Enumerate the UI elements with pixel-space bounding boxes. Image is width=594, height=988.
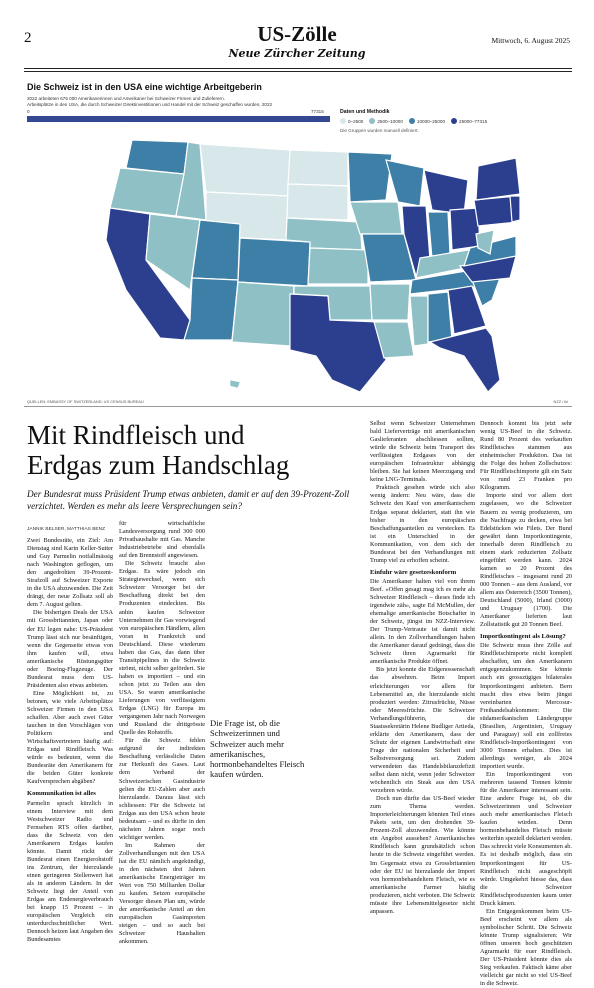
col4-paragraphs — [480, 420, 572, 629]
article-column-4 — [480, 420, 572, 988]
paragraph: Praktisch gesehen würde sich also wenig ändern: Neu wäre, dass die Schweiz den Kauf von amerikanischem Erdgas separat deklariert, statt ihn wie bisher in den europäischen Beschaffungsanteilen zu verstecken. Es ist ein Unterschied in der Kommunikation, von dem sich der Bundesrat bei den Verhandlungen mit Trump viel zu erhoffen scheint. — [370, 484, 475, 564]
legend-item — [409, 118, 445, 124]
paragraph: Parmelin sprach kürzlich in einem Interview mit dem Westschweizer Radio und Fernsehen RTS offen darüber, dass die Schweiz von den Amerikanern Erdgas kaufen könnte. Damit rückt der Bundesrat einen Energierohstoff ins Zentrum, der hierzulande einen geringeren Stellenwert hat als in anderen Ländern. In der Schweiz liegt der Anteil von Erdgas am Endenergieverbrauch bei knapp 15 Prozent – in europäischen Vergleich ein unterdurchschnittlicher Wert. Dennoch heizen laut Angaben des Bundesamtes — [27, 799, 113, 944]
us-choropleth-map — [80, 130, 520, 395]
paragraph: Zwei Bundesräte, ein Ziel: Am Dienstag sind Karin Keller-Sutter und Guy Parmelin notfallmässig nach Washington geflogen, um den angedrohten 39-Prozent-Strafzoll auf Schweizer Exporte in die USA abzuwenden. Die Zeit drängt, der neue Zollsatz soll ab dem 7. August gelten. — [27, 537, 113, 609]
col3-paragraphs — [370, 420, 475, 565]
legend-note: Die Gruppen wurden manuell definiert. — [340, 128, 419, 133]
legend-item — [340, 118, 363, 124]
legend-item — [369, 118, 403, 124]
scale-bar — [27, 116, 330, 122]
state-az — [184, 278, 238, 340]
lead: Der Bundesrat muss Präsident Trump etwas anbieten, damit er auf den 39-Prozent-Zoll verzichtet. Werden es mehr als leere Versprechungen sein? — [27, 489, 350, 511]
col3-paragraphs-b — [370, 578, 475, 916]
headline-line-1: Mit Rindfleisch und — [27, 420, 245, 450]
state-nd — [288, 150, 348, 186]
col2-paragraphs — [119, 520, 205, 946]
state-oh — [450, 208, 480, 250]
paragraph: Die Amerikaner halten viel von ihrem Beef. «Offen gesagt mag ich es mehr als Schweizer Rindfleisch – dieses finde ich irgendwie zäh», sagte Ed McMullen, der ehemalige amerikanische Botschafter in der Schweiz, jüngst im NZZ-Interview. Der Trump-Vertraute ist damit nicht allein. In den Zollverhandlungen haben die Amerikaner darauf gedrängt, dass die Schweiz ihren Agrarmarkt für amerikanische Produkte öffnet. — [370, 577, 475, 666]
col1-paragraphs — [27, 537, 113, 786]
scale-min-label: 0 — [27, 109, 30, 114]
header-rule — [24, 68, 572, 69]
graphic-subtitle-1: 2022 arbeiteten 675 000 Amerikanerinnen und Amerikaner bei Schweizer Firmen und Zulieferern. — [27, 96, 225, 101]
paragraph: Im Rahmen der Zollverhandlungen mit den USA hat die EU nämlich angekündigt, in den nächsten drei Jahren amerikanische Energieträger im Wert von 750 Milliarden Dollar zu kaufen. Setzen europäische Versorger diesen Plan um, würde der amerikanische Anteil an den europäischen Gasimporten steigen – und so auch bei Schweizer Haushalten ankommen. — [119, 841, 205, 946]
paragraph: Für die Schweiz fehlen aufgrund der indirekten Beschaffung verlässliche Daten zur Herkunft des Gases. Laut dem Verband der Schweizerischen Gasindustrie gelten die EU-Zahlen aber auch hierzulande. Daraus lässt sich schliessen: Für die Schweiz ist Erdgas aus den USA schon heute bedeutsam – und es dürfte in den nächsten Jahren sogar noch wichtiger werden. — [119, 737, 205, 841]
legend-label: 2500–10000 — [377, 118, 403, 124]
article-column-1 — [27, 537, 113, 944]
state-al — [428, 292, 452, 342]
subheading-importkontingent: Importkontingent als Lösung? — [480, 633, 566, 641]
legend-swatch — [369, 118, 375, 124]
legend-swatch — [409, 118, 415, 124]
legend-label: 0–2500 — [348, 118, 364, 124]
legend-title: Daten und Methodik — [340, 109, 390, 115]
state-mi — [424, 170, 468, 214]
state-ms — [410, 296, 428, 346]
paragraph: Bis jetzt konnte die Eidgenossenschaft das abwehren. Beim Import erleichterungen vor allem für Lebensmittel an, die hierzulande nicht produziert werden: Zitrusfrüchte, Nüsse oder Meeresfrüchte. Die Schweizer Verhandlungsführerin, die Staatssekretärin Helene Budliger Artieda, erklärte den Amerikanern, dass der Schutz der eigenen Landwirtschaft eine Frage der nationalen Sicherheit und Selbstversorgung sei. Zudem verwendeten das Handelsbilanzdefizit selbst dann nicht, wenn jeder Schweizer wöchentlich ein Steak aus den USA verzehren würde. — [370, 666, 475, 795]
paragraph: Die Schweiz muss ihre Zölle auf Rindfleischimporte nicht komplett abschaffen, um den Amerikanern entgegenzukommen. Sie könnte auch ein grosszügiges bilaterales Importkontingent anbieten. Bern macht dies etwa beim jüngst vereinbarten Mercosur-Freihandelsabkommen: Die südamerikanischen Ländergruppe (Brasilien, Argentinien, Uruguay und Paraguay) soll ein zollfreies Rindfleisch-Importkontingent von 3000 Tonnen erhalten. Dies ist allerdings weniger, als 2024 importiert wurde. — [480, 642, 572, 770]
state-in — [428, 212, 450, 258]
article-column-2 — [119, 520, 205, 946]
state-or — [110, 168, 184, 216]
legend-item — [451, 118, 487, 124]
state-hi — [230, 380, 240, 388]
state-sd — [287, 184, 348, 220]
graphic-title: Die Schweiz ist in den USA eine wichtige Arbeitgeberin — [27, 82, 262, 92]
graphic-credit: NZZ / lkl — [553, 399, 568, 404]
subheading-kommunikation: Kommunikation ist alles — [27, 790, 96, 798]
pullquote: Die Frage ist, ob die Schweizerinnen und Schweizer auch mehr amerikanisches, hormonbehandeltes Fleisch kaufen würden. — [210, 718, 305, 780]
headline — [27, 420, 367, 480]
state-nm — [232, 282, 294, 346]
legend-label: 10000–25000 — [416, 118, 446, 124]
col1-paragraphs-b — [27, 800, 113, 945]
state-ks — [308, 248, 368, 284]
paragraph: Eine Möglichkeit ist, zu betonen, wie viele Arbeitsplätze Schweizer Firmen in den USA schaffen. Aber auch zwei Güter tauchen in den Vorschlägen von Politikern und Wirtschaftsvertretern häufig auf: Erdgas und Rindfleisch. Was würde es bedeuten, wenn die Bundesräte den Amerikanern für die beiden Güter konkrete Kaufversprechen abgäben? — [27, 689, 113, 786]
section-title: US-Zölle — [257, 22, 337, 46]
paragraph: Die Schweiz braucht also Erdgas. Es wäre jedoch ein Strategiewechsel, wenn sich Schweizer Versorger bei der Beschaffung direkt bei den Produzenten eindeckten. Bis anhin kaufen Schweizer Unternehmen ihr Gas vorwiegend von europäischen Händlern, allen voran in Frankreich und Deutschland. Diese wiederum haben das Gas, das dann über Transitpipelines in die Schweiz strömt, nicht selber gefördert. Sie haben es importiert – und ein schon jetzt zu Teilen aus den USA. So waren amerikanische Lieferungen von verflüssigtem Erdgas (LNG) für Europa im vergangenen Jahr nach Norwegen und Russland die drittgrösste Quelle des Rohstoffs. — [119, 560, 205, 737]
paragraph: Ein Entgegenkommen beim US-Beef erscheint vor allem als symbolischer Schritt. Die Schweiz könnte Trump signalisieren: Wir öffnen unseren hoch geschützten Agrarmarkt für euer Rindfleisch. Der US-Präsident könnte dies als Sieg verkaufen. Faktisch käme aber vielleicht gar nicht so viel US-Beef in die Schweiz. — [480, 907, 572, 988]
state-mt — [200, 144, 290, 196]
graphic-source: QUELLEN: EMBASSY OF SWITZERLAND; US CENSUS BUREAU — [27, 399, 144, 404]
legend-swatch — [451, 118, 457, 124]
state-ar — [370, 284, 410, 320]
state-ny — [476, 158, 520, 200]
issue-date: Mittwoch, 6. August 2025 — [491, 36, 570, 45]
subheading-einfuhr: Einfuhr wäre gesetzeskonform — [370, 568, 457, 576]
header-rule-thin — [24, 71, 572, 72]
page-number: 2 — [24, 30, 32, 46]
authors: JANNIK BELSER, MATTHIAS BENZ — [27, 527, 106, 532]
masthead: Neue Zürcher Zeitung — [228, 47, 366, 60]
graphic-subtitle-2: Arbeitsplätze in den USA, die durch Schweizer Direktinvestitionen und Handel mit der Schweiz geschaffen wurden, 2022 — [27, 102, 273, 107]
legend-swatch — [340, 118, 346, 124]
paragraph: für wirtschaftliche Landesversorgung rund 300 000 Privathaushalte mit Gas. Manche Industriebetriebe sind ebenfalls auf den Brennstoff angewiesen. — [119, 520, 205, 560]
graphic-rule — [24, 406, 572, 407]
state-co — [238, 238, 310, 286]
paragraph: Selbst wenn Schweizer Unternehmen bald Lieferverträge mit amerikanischen Gaslieferanten abschliessen sollten, würde die Schweiz beim Transport des verflüssigten Erdgases von der europäischen Infrastruktur abhängig bleiben. Sie hat keinen Meerzugang und keine LNG-Terminals. — [370, 420, 475, 484]
article-column-3 — [370, 420, 475, 915]
legend — [340, 118, 580, 125]
paragraph: Ein Importkontingent von mehreren tausend Tonnen könnte für die Amerikaner interessant sein. Eine andere Frage ist, ob die Schweizerinnen und Schweizer auch mehr amerikanisches Fleisch kaufen würden. Denn hormonbehandeltes Fleisch müsste weiterhin speziell deklariert werden. Das schreckt viele Konsumenten ab. Es ist deshalb möglich, dass ein Importkontingent für US-Rindfleisch nicht ausgeschöpft würde. Umgekehrt hiesse das, dass die Schweizer Rindfleischproduzenten kaum unter Druck kämen. — [480, 771, 572, 907]
legend-label: 25000–77315 — [459, 118, 488, 124]
state-nj — [510, 196, 520, 222]
paragraph: Dennoch kommt bis jetzt sehr wenig US-Beef in die Schweiz. Rund 80 Prozent des verkauften Rindfleisches stammen aus einheimischer Produktion. Das ist die Folge des hohen Zollschutzes: Für Rindfleischimporte gilt ein Satz von rund 23 Franken pro Kilogramm. — [480, 420, 572, 492]
col4-paragraphs-b — [480, 642, 572, 988]
paragraph: Importe sind vor allem dort zugelassen, wo die Schweizer Bauern zu wenig produzieren, um die Nachfrage zu decken, etwa bei Edelstücken wie Filets. Der Bund gewährt dann Importkontingente, innerhalb deren Rindfleisch zu einem stark reduzierten Zollsatz eingeführt werden kann. 2024 kamen so 20 Prozent des Rindfleisches – insgesamt rund 20 000 Tonnen – aus dem Ausland, vor allem aus Österreich (3500 Tonnen), Deutschland (5000), Irland (3000) und Uruguay (1700). Die Amerikaner lieferten laut Zollstatistik gut 20 Tonnen Beef. — [480, 492, 572, 629]
headline-line-2: Erdgas zum Handschlag — [27, 450, 290, 480]
paragraph: Doch nun dürfte das US-Beef wieder zum Thema werden. Importerleichterungen könnten Teil eines Pakets sein, um den drohenden 39-Prozent-Zoll abzuwenden. Wie könnte ein Angebot aussehen? Amerikanisches Rindfleisch kann grundsätzlich schon heute in die Schweiz eingeführt werden. Im Gegensatz etwa zu Grossbritannien oder der EU ist hierzulande der Import von hormonbehandeltem Fleisch, wie es amerikanische Farmer häufig produzieren, nicht verboten. Die Schweiz müsste ihre Lebensmittelgesetze nicht anpassen. — [370, 795, 475, 915]
paragraph: Die bisherigen Deals der USA mit Grossbritannien, Japan oder der EU legen nahe: US-Präsident Trump lässt sich nur besänftigen, wenn die Gegenseite etwas von ihm kaufen will, etwa amerikanische Rüstungsgüter oder Boeing-Flugzeuge. Der Bundesrat muss dem US-Präsidenten also etwas anbieten. — [27, 609, 113, 689]
scale-max-label: 77315 — [311, 109, 324, 114]
state-wi — [386, 160, 424, 206]
state-ut — [192, 220, 240, 280]
